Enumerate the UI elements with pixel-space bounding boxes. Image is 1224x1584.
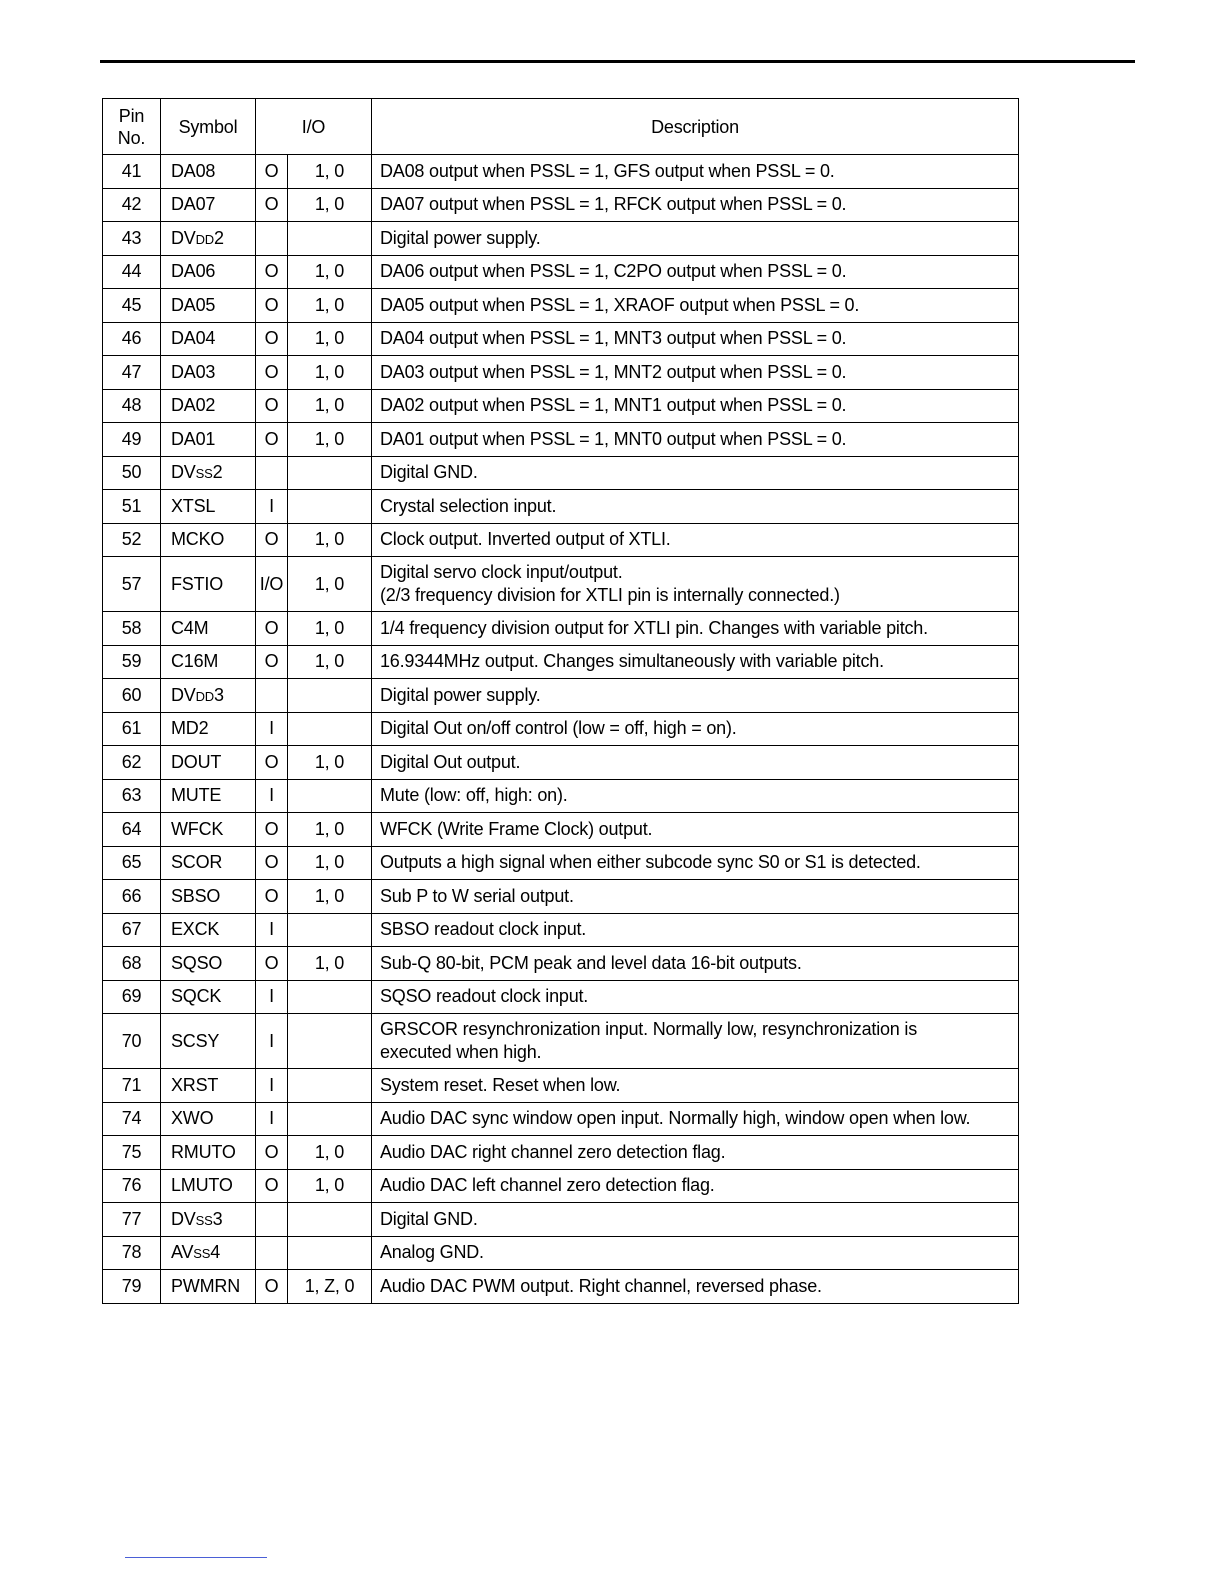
io-level-cell: 1, 0 [288, 557, 372, 612]
description-line: Audio DAC sync window open input. Normally high, window open when low. [380, 1108, 971, 1129]
symbol-cell: FSTIO [161, 557, 256, 612]
symbol-cell: PWMRN [161, 1270, 256, 1304]
description-line: WFCK (Write Frame Clock) output. [380, 818, 653, 839]
io-direction-cell [256, 679, 288, 713]
description-line: Audio DAC left channel zero detection flag. [380, 1175, 715, 1196]
io-direction-cell [256, 222, 288, 256]
io-level-cell [288, 779, 372, 813]
table-row [103, 1270, 1019, 1304]
io-direction-cell: O [256, 188, 288, 222]
description-line: GRSCOR resynchronization input. Normally low, resynchronization is [380, 1019, 918, 1039]
description-line: executed when high. [380, 1042, 542, 1062]
symbol-part: 2 [214, 227, 224, 248]
table-row [103, 289, 1019, 323]
description-cell [372, 1169, 1019, 1203]
description-line: Digital Out on/off control (low = off, high = on). [380, 718, 737, 739]
io-level-cell: 1, 0 [288, 155, 372, 189]
symbol-part: DV [171, 1208, 196, 1229]
symbol-cell: MCKO [161, 523, 256, 557]
description-line: DA03 output when PSSL = 1, MNT2 output when PSSL = 0. [380, 361, 847, 382]
io-level-cell: 1, 0 [288, 423, 372, 457]
description-line: System reset. Reset when low. [380, 1074, 621, 1095]
io-direction-cell: O [256, 523, 288, 557]
symbol-cell: DA04 [161, 322, 256, 356]
symbol-cell: MUTE [161, 779, 256, 813]
symbol-cell: C16M [161, 645, 256, 679]
symbol-part: DV [171, 227, 196, 248]
io-direction-cell: O [256, 947, 288, 981]
table-row [103, 746, 1019, 780]
description-cell [372, 846, 1019, 880]
io-direction-cell: O [256, 746, 288, 780]
symbol-cell: LMUTO [161, 1169, 256, 1203]
description-cell [372, 1136, 1019, 1170]
io-level-cell [288, 1102, 372, 1136]
io-direction-cell: O [256, 645, 288, 679]
footer-link-underline [125, 1557, 267, 1558]
pin-number-cell: 52 [103, 523, 161, 557]
description-line: Sub P to W serial output. [380, 885, 574, 906]
io-level-cell: 1, 0 [288, 322, 372, 356]
io-direction-cell: I/O [256, 557, 288, 612]
description-line: (2/3 frequency division for XTLI pin is internally connected.) [380, 585, 840, 605]
pin-number-cell: 48 [103, 389, 161, 423]
io-direction-cell: O [256, 1169, 288, 1203]
io-direction-cell [256, 1203, 288, 1237]
symbol-cell: DA02 [161, 389, 256, 423]
description-cell [372, 523, 1019, 557]
symbol-part: 4 [210, 1242, 221, 1263]
description-cell [372, 880, 1019, 914]
description-cell [372, 712, 1019, 746]
io-level-cell: 1, 0 [288, 612, 372, 646]
table-row [103, 679, 1019, 713]
table-row [103, 523, 1019, 557]
table-row [103, 1014, 1019, 1069]
description-line: 1/4 frequency division output for XTLI pin. Changes with variable pitch. [380, 617, 928, 638]
table-row [103, 389, 1019, 423]
symbol-cell: SQCK [161, 980, 256, 1014]
pin-number-cell: 47 [103, 356, 161, 390]
symbol-cell: DOUT [161, 746, 256, 780]
description-cell [372, 423, 1019, 457]
header-rule [100, 60, 1135, 63]
io-direction-cell: I [256, 980, 288, 1014]
io-direction-cell: O [256, 423, 288, 457]
pin-number-cell: 58 [103, 612, 161, 646]
table-row [103, 155, 1019, 189]
description-line: 16.9344MHz output. Changes simultaneously with variable pitch. [380, 651, 884, 672]
table-row [103, 490, 1019, 524]
io-level-cell: 1, 0 [288, 255, 372, 289]
symbol-subscript: DD [195, 231, 214, 247]
description-line: Sub-Q 80-bit, PCM peak and level data 16-bit outputs. [380, 952, 802, 973]
table-row [103, 456, 1019, 490]
description-cell [372, 1014, 1019, 1069]
description-line: DA04 output when PSSL = 1, MNT3 output when PSSL = 0. [380, 328, 847, 349]
io-level-cell [288, 913, 372, 947]
pin-number-cell: 63 [103, 779, 161, 813]
description-line: DA06 output when PSSL = 1, C2PO output when PSSL = 0. [380, 261, 847, 282]
pin-number-cell: 59 [103, 645, 161, 679]
io-level-cell [288, 456, 372, 490]
description-line: Digital GND. [380, 1208, 478, 1229]
pin-number-cell: 61 [103, 712, 161, 746]
pin-number-cell: 41 [103, 155, 161, 189]
symbol-cell: SBSO [161, 880, 256, 914]
symbol-cell: XRST [161, 1069, 256, 1103]
io-direction-cell: O [256, 880, 288, 914]
io-level-cell [288, 712, 372, 746]
table-row [103, 712, 1019, 746]
io-direction-cell: I [256, 1069, 288, 1103]
io-level-cell: 1, 0 [288, 746, 372, 780]
description-cell [372, 289, 1019, 323]
table-row [103, 880, 1019, 914]
symbol-cell: SQSO [161, 947, 256, 981]
table-row [103, 947, 1019, 981]
io-direction-cell [256, 1236, 288, 1270]
pin-number-cell: 45 [103, 289, 161, 323]
io-direction-cell: O [256, 612, 288, 646]
symbol-cell: MD2 [161, 712, 256, 746]
pin-number-cell: 60 [103, 679, 161, 713]
symbol-cell [161, 1203, 256, 1237]
pin-number-cell: 75 [103, 1136, 161, 1170]
io-level-cell: 1, 0 [288, 1169, 372, 1203]
symbol-subscript: SS [193, 1246, 211, 1262]
pin-number-cell: 57 [103, 557, 161, 612]
io-level-cell [288, 490, 372, 524]
pin-number-cell: 42 [103, 188, 161, 222]
pin-number-cell: 68 [103, 947, 161, 981]
description-line: Crystal selection input. [380, 495, 557, 516]
symbol-subscript: SS [195, 1212, 213, 1228]
table-row [103, 813, 1019, 847]
io-level-cell [288, 679, 372, 713]
description-line: Analog GND. [380, 1242, 484, 1263]
pin-number-cell: 69 [103, 980, 161, 1014]
table-row [103, 1102, 1019, 1136]
table-row [103, 1169, 1019, 1203]
table-row [103, 1203, 1019, 1237]
pin-number-cell: 77 [103, 1203, 161, 1237]
description-cell [372, 980, 1019, 1014]
symbol-cell [161, 222, 256, 256]
io-level-cell [288, 222, 372, 256]
description-cell [372, 1270, 1019, 1304]
io-direction-cell: I [256, 913, 288, 947]
description-line: Mute (low: off, high: on). [380, 785, 568, 806]
symbol-cell [161, 1236, 256, 1270]
pin-description-table [102, 98, 1019, 1304]
io-level-cell: 1, 0 [288, 289, 372, 323]
table-row [103, 980, 1019, 1014]
description-line: DA05 output when PSSL = 1, XRAOF output when PSSL = 0. [380, 294, 860, 315]
io-level-cell: 1, 0 [288, 880, 372, 914]
pin-number-cell: 71 [103, 1069, 161, 1103]
symbol-cell: DA05 [161, 289, 256, 323]
description-cell [372, 1203, 1019, 1237]
pin-number-cell: 65 [103, 846, 161, 880]
pin-number-cell: 78 [103, 1236, 161, 1270]
pin-number-cell: 70 [103, 1014, 161, 1069]
symbol-part: DV [171, 684, 196, 705]
symbol-cell: C4M [161, 612, 256, 646]
table-row [103, 645, 1019, 679]
io-level-cell [288, 1236, 372, 1270]
description-line: Digital GND. [380, 462, 478, 483]
description-cell [372, 557, 1019, 612]
header-io: I/O [256, 99, 372, 155]
table-row [103, 557, 1019, 612]
symbol-cell: DA08 [161, 155, 256, 189]
symbol-part: 3 [214, 684, 224, 705]
pin-number-cell: 51 [103, 490, 161, 524]
symbol-subscript: SS [195, 466, 213, 482]
io-level-cell: 1, 0 [288, 813, 372, 847]
description-cell [372, 322, 1019, 356]
table-body [103, 155, 1019, 1304]
description-cell [372, 1236, 1019, 1270]
description-cell [372, 155, 1019, 189]
table-row [103, 612, 1019, 646]
symbol-cell [161, 679, 256, 713]
io-level-cell: 1, 0 [288, 846, 372, 880]
description-line: Outputs a high signal when either subcode sync S0 or S1 is detected. [380, 852, 921, 873]
io-level-cell: 1, 0 [288, 356, 372, 390]
symbol-cell: XTSL [161, 490, 256, 524]
pin-number-cell: 50 [103, 456, 161, 490]
io-level-cell [288, 980, 372, 1014]
symbol-part: 2 [212, 462, 223, 483]
table-row [103, 779, 1019, 813]
description-cell [372, 222, 1019, 256]
table-row [103, 322, 1019, 356]
description-cell [372, 612, 1019, 646]
table-header-row [103, 99, 1019, 155]
symbol-cell: XWO [161, 1102, 256, 1136]
description-cell [372, 746, 1019, 780]
io-level-cell: 1, 0 [288, 947, 372, 981]
table-row [103, 222, 1019, 256]
symbol-cell: DA07 [161, 188, 256, 222]
pin-number-cell: 46 [103, 322, 161, 356]
pin-number-cell: 66 [103, 880, 161, 914]
description-cell [372, 813, 1019, 847]
symbol-part: DV [171, 462, 196, 483]
symbol-cell: EXCK [161, 913, 256, 947]
io-direction-cell: O [256, 255, 288, 289]
description-cell [372, 389, 1019, 423]
io-level-cell: 1, Z, 0 [288, 1270, 372, 1304]
symbol-subscript: DD [195, 688, 214, 704]
description-line: DA08 output when PSSL = 1, GFS output when PSSL = 0. [380, 160, 835, 181]
symbol-cell: DA06 [161, 255, 256, 289]
description-cell [372, 913, 1019, 947]
pin-number-cell: 64 [103, 813, 161, 847]
io-direction-cell: O [256, 1136, 288, 1170]
description-cell [372, 188, 1019, 222]
symbol-cell: DA03 [161, 356, 256, 390]
io-level-cell: 1, 0 [288, 1136, 372, 1170]
table-row [103, 846, 1019, 880]
description-line: SQSO readout clock input. [380, 986, 589, 1007]
io-level-cell: 1, 0 [288, 188, 372, 222]
description-line: Audio DAC PWM output. Right channel, reversed phase. [380, 1275, 822, 1296]
description-line: Audio DAC right channel zero detection flag. [380, 1141, 726, 1162]
symbol-cell [161, 456, 256, 490]
io-direction-cell: O [256, 356, 288, 390]
symbol-cell: SCSY [161, 1014, 256, 1069]
io-direction-cell: I [256, 779, 288, 813]
table-row [103, 356, 1019, 390]
io-direction-cell: O [256, 813, 288, 847]
table-row [103, 913, 1019, 947]
table-row [103, 255, 1019, 289]
io-level-cell: 1, 0 [288, 523, 372, 557]
description-line: Digital servo clock input/output. [380, 562, 623, 582]
symbol-cell: DA01 [161, 423, 256, 457]
description-cell [372, 645, 1019, 679]
io-direction-cell: O [256, 155, 288, 189]
description-line: Digital power supply. [380, 227, 541, 248]
pin-number-cell: 67 [103, 913, 161, 947]
io-direction-cell: I [256, 712, 288, 746]
description-line: Digital power supply. [380, 684, 541, 705]
io-direction-cell: O [256, 1270, 288, 1304]
pin-number-cell: 43 [103, 222, 161, 256]
description-cell [372, 490, 1019, 524]
io-direction-cell: O [256, 289, 288, 323]
io-level-cell [288, 1203, 372, 1237]
description-cell [372, 356, 1019, 390]
io-direction-cell [256, 456, 288, 490]
description-line: DA01 output when PSSL = 1, MNT0 output when PSSL = 0. [380, 428, 847, 449]
pin-number-cell: 44 [103, 255, 161, 289]
io-direction-cell: O [256, 389, 288, 423]
table-row [103, 1236, 1019, 1270]
description-cell [372, 456, 1019, 490]
description-cell [372, 1102, 1019, 1136]
description-cell [372, 679, 1019, 713]
pin-number-cell: 49 [103, 423, 161, 457]
pin-number-cell: 62 [103, 746, 161, 780]
description-cell [372, 1069, 1019, 1103]
description-line: Clock output. Inverted output of XTLI. [380, 529, 671, 550]
io-level-cell: 1, 0 [288, 389, 372, 423]
io-level-cell [288, 1014, 372, 1069]
pin-number-cell: 79 [103, 1270, 161, 1304]
description-cell [372, 779, 1019, 813]
description-line: SBSO readout clock input. [380, 919, 587, 940]
symbol-cell: WFCK [161, 813, 256, 847]
header-symbol: Symbol [161, 99, 256, 155]
symbol-cell: SCOR [161, 846, 256, 880]
io-direction-cell: O [256, 322, 288, 356]
table-row [103, 1136, 1019, 1170]
table-row [103, 423, 1019, 457]
symbol-part: 3 [212, 1208, 223, 1229]
table-row [103, 1069, 1019, 1103]
io-direction-cell: I [256, 1102, 288, 1136]
io-direction-cell: O [256, 846, 288, 880]
description-cell [372, 255, 1019, 289]
pin-number-cell: 74 [103, 1102, 161, 1136]
io-level-cell [288, 1069, 372, 1103]
table-row [103, 188, 1019, 222]
io-direction-cell: I [256, 490, 288, 524]
header-description: Description [372, 99, 1019, 155]
pin-number-cell: 76 [103, 1169, 161, 1203]
description-line: DA02 output when PSSL = 1, MNT1 output when PSSL = 0. [380, 395, 847, 416]
symbol-part: AV [171, 1242, 194, 1263]
symbol-cell: RMUTO [161, 1136, 256, 1170]
io-level-cell: 1, 0 [288, 645, 372, 679]
io-direction-cell: I [256, 1014, 288, 1069]
description-line: DA07 output when PSSL = 1, RFCK output when PSSL = 0. [380, 194, 847, 215]
description-cell [372, 947, 1019, 981]
description-line: Digital Out output. [380, 751, 521, 772]
header-pin-no: Pin No. [103, 99, 161, 155]
